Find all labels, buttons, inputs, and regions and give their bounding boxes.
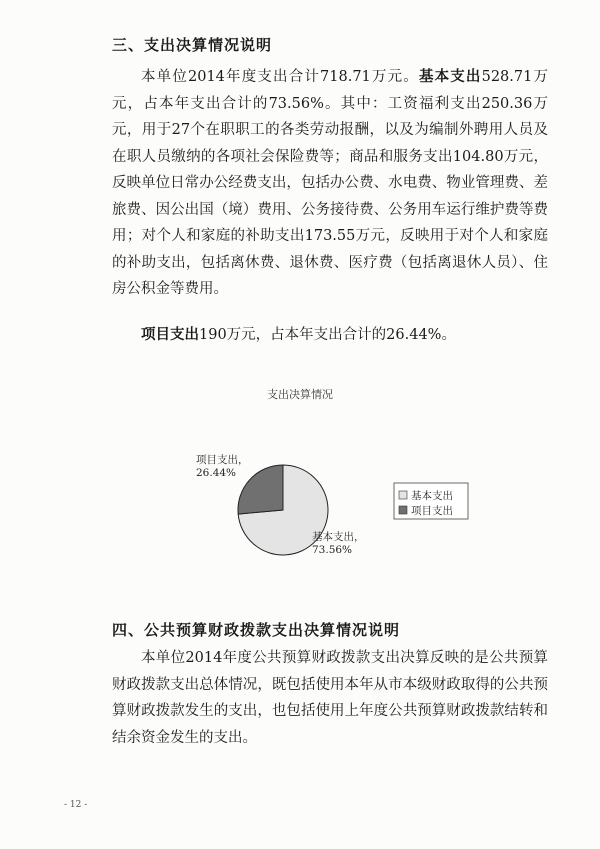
pie-slice-project (238, 465, 283, 514)
basic-expense-label: 基本支出 (418, 69, 482, 85)
section3-paragraph-basic (112, 64, 548, 303)
pie-chart (0, 430, 600, 630)
section4-heading: 四、公共预算财政拨款支出决算情况说明 (112, 621, 401, 639)
data-label-basic-line1: 基本支出， (312, 531, 365, 543)
project-expense-label: 项目支出 (141, 327, 199, 343)
legend-swatch-2 (399, 506, 407, 514)
section3-heading: 三、支出决算情况说明 (112, 36, 273, 54)
legend-label-2: 项目支出 (411, 505, 453, 517)
data-label-basic-line2: 73.56% (312, 544, 353, 556)
section3-intro-text: 本单位2014年度支出合计718.71万元。 (141, 69, 419, 85)
section3-paragraph-project (112, 322, 548, 349)
chart-title: 支出决算情况 (267, 388, 333, 401)
data-label-project-line1: 项目支出， (196, 454, 249, 466)
legend-label-1: 基本支出 (411, 490, 453, 502)
data-label-project-line2: 26.44% (196, 467, 237, 479)
section4-paragraph: 本单位2014年度公共预算财政拨款支出决算反映的是公共预算财政拨款支出总体情况，既包括使用本年从市本级财政取得的公共预算财政拨款发生的支出，也包括使用上年度公共预算财政拨款结转和结余资金发生的支出。 (112, 650, 548, 746)
legend-swatch-1 (399, 491, 407, 499)
project-expense-text: 190万元，占本年支出合计的26.44%。 (199, 327, 456, 343)
page-number: - 12 - (64, 800, 88, 810)
basic-expense-text: 528.71万元，占本年支出合计的73.56%。其中：工资福利支出250.36万元，用于27个在职职工的各类劳动报酬，以及为编制外聘用人员及在职人员缴纳的各项社会保险费等；商品和服务支出104.80万元，反映单位日常办公经费支出，包括办公费、水电费、物业管理费、差旅费、因公出国（境）费用、公务接待费、公务用车运行维护费等费用；对个人和家庭的补助支出173.55万元，反映用于对个人和家庭的补助支出，包括离休费、退休费、医疗费（包括离退休人员）、住房公积金等费用。 (112, 69, 548, 297)
